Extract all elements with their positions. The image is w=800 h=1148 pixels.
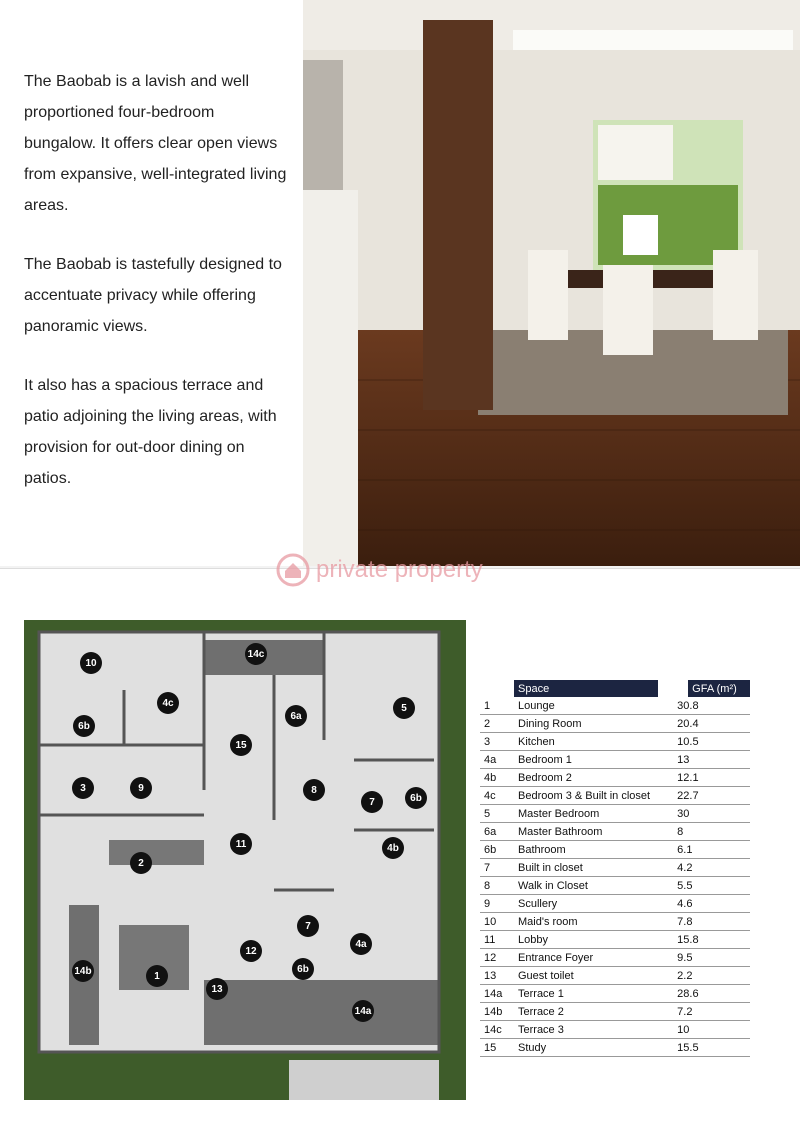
cell-space: Master Bedroom [514,805,673,823]
plan-label: 15 [230,734,252,756]
table-row [480,985,750,1003]
cell-gfa: 15.8 [673,931,750,949]
cell-gfa: 30.8 [673,697,750,715]
cell-gfa: 2.2 [673,967,750,985]
cell-space: Terrace 1 [514,985,673,1003]
cell-num: 4a [480,751,514,769]
cell-num: 7 [480,859,514,877]
plan-label: 8 [303,779,325,801]
cell-gfa: 9.5 [673,949,750,967]
table-row [480,823,750,841]
table-row [480,787,750,805]
cell-space: Walk in Closet [514,877,673,895]
table-row [480,877,750,895]
intro-text [24,66,289,522]
cell-space: Master Bathroom [514,823,673,841]
cell-gfa: 7.8 [673,913,750,931]
table-row [480,697,750,715]
top-panel [0,0,800,566]
cell-gfa: 10.5 [673,733,750,751]
cell-space: Guest toilet [514,967,673,985]
table-row [480,949,750,967]
cell-space: Bathroom [514,841,673,859]
cell-num: 2 [480,715,514,733]
cell-num: 3 [480,733,514,751]
gfa-table [480,680,750,1057]
plan-label: 12 [240,940,262,962]
cell-gfa: 6.1 [673,841,750,859]
cell-gfa: 8 [673,823,750,841]
watermark [276,550,483,590]
plan-label: 9 [130,777,152,799]
cell-space: Built in closet [514,859,673,877]
cell-gfa: 5.5 [673,877,750,895]
plan-label: 10 [80,652,102,674]
cell-num: 14b [480,1003,514,1021]
cell-num: 14c [480,1021,514,1039]
table-row [480,967,750,985]
table-row [480,733,750,751]
cell-num: 12 [480,949,514,967]
interior-photo [303,0,800,566]
cell-num: 6a [480,823,514,841]
cell-space: Terrace 2 [514,1003,673,1021]
cell-space: Bedroom 1 [514,751,673,769]
table-row [480,1021,750,1039]
cell-space: Study [514,1039,673,1057]
intro-paragraph-1: The Baobab is a lavish and well proportioned four-bedroom bungalow. It offers clear open views from expansive, well-integrated living areas. [24,73,287,214]
cell-num: 8 [480,877,514,895]
cell-num: 11 [480,931,514,949]
plan-label: 3 [72,777,94,799]
plan-label: 14a [352,1000,374,1022]
cell-space: Lounge [514,697,673,715]
plan-label: 6b [73,715,95,737]
cell-num: 4c [480,787,514,805]
table-row [480,805,750,823]
cell-gfa: 7.2 [673,1003,750,1021]
table-row [480,895,750,913]
cell-space: Entrance Foyer [514,949,673,967]
floor-plan [24,620,466,1100]
plan-label: 4a [350,933,372,955]
table-row [480,1003,750,1021]
cell-num: 14a [480,985,514,1003]
plan-label: 5 [393,697,415,719]
plan-label: 6b [292,958,314,980]
cell-gfa: 30 [673,805,750,823]
plan-label: 7 [361,791,383,813]
cell-space: Dining Room [514,715,673,733]
house-pin-icon [276,553,310,587]
cell-num: 15 [480,1039,514,1057]
cell-gfa: 4.2 [673,859,750,877]
table-row [480,931,750,949]
plan-label: 14c [245,643,267,665]
cell-gfa: 12.1 [673,769,750,787]
cell-num: 9 [480,895,514,913]
table-row [480,769,750,787]
table-row [480,913,750,931]
cell-space: Bedroom 3 & Built in closet [514,787,673,805]
table-row [480,859,750,877]
cell-gfa: 20.4 [673,715,750,733]
cell-space: Lobby [514,931,673,949]
plan-label: 13 [206,978,228,1000]
cell-gfa: 10 [673,1021,750,1039]
plan-label: 4b [382,837,404,859]
plan-label: 6a [285,705,307,727]
table-row [480,715,750,733]
cell-num: 1 [480,697,514,715]
plan-label: 2 [130,852,152,874]
header-gfa: GFA (m²) [673,680,750,697]
intro-paragraph-3: It also has a spacious terrace and patio adjoining the living areas, with provision for out-door dining on patios. [24,377,277,487]
cell-num: 4b [480,769,514,787]
cell-space: Bedroom 2 [514,769,673,787]
cell-gfa: 28.6 [673,985,750,1003]
header-space: Space [514,680,673,697]
plan-label: 14b [72,960,94,982]
plan-label: 4c [157,692,179,714]
cell-gfa: 15.5 [673,1039,750,1057]
cell-space: Kitchen [514,733,673,751]
cell-space: Terrace 3 [514,1021,673,1039]
table-row [480,751,750,769]
plan-label: 7 [297,915,319,937]
plan-label: 6b [405,787,427,809]
table-row [480,841,750,859]
cell-num: 10 [480,913,514,931]
table-header-row [480,680,750,697]
cell-gfa: 13 [673,751,750,769]
cell-gfa: 4.6 [673,895,750,913]
cell-num: 13 [480,967,514,985]
cell-space: Scullery [514,895,673,913]
cell-space: Maid's room [514,913,673,931]
table-row [480,1039,750,1057]
plan-label: 1 [146,965,168,987]
watermark-text: private property [316,556,483,583]
intro-paragraph-2: The Baobab is tastefully designed to accentuate privacy while offering panoramic views. [24,256,282,335]
cell-num: 5 [480,805,514,823]
plan-label: 11 [230,833,252,855]
cell-gfa: 22.7 [673,787,750,805]
cell-num: 6b [480,841,514,859]
